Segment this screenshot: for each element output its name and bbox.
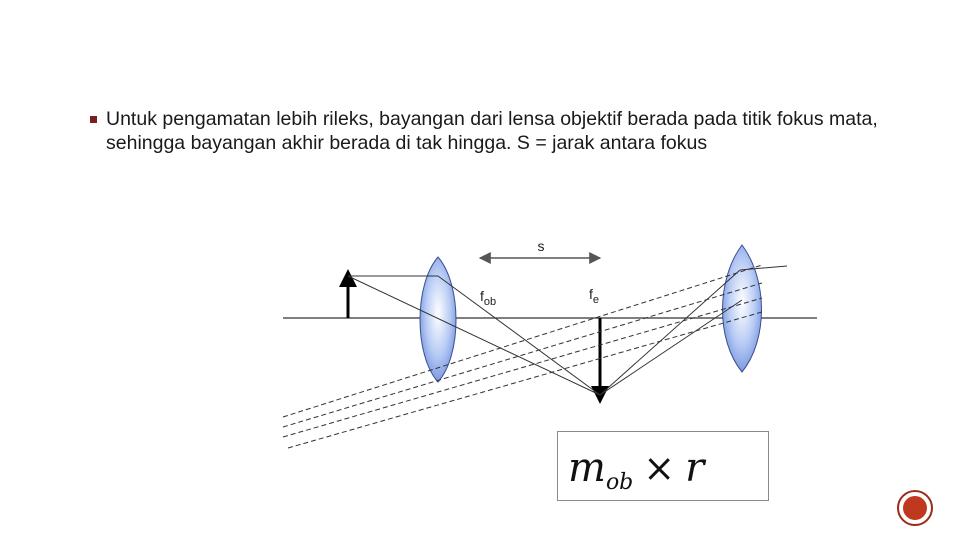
- s-label: s: [537, 238, 545, 254]
- formula-sub: ob: [605, 470, 634, 495]
- objective-rays: [348, 276, 600, 395]
- page-badge: [897, 490, 933, 526]
- fe-label-main: f: [589, 286, 593, 302]
- fe-label: [589, 286, 599, 306]
- magnification-formula-box: [557, 431, 769, 501]
- formula-tail: r: [685, 445, 705, 491]
- bullet-text: Untuk pengamatan lebih rileks, bayangan dari lensa objektif berada pada titik fokus mata, sehingga bayangan akhir berada di tak hingga. S = jarak antara fokus: [106, 108, 878, 154]
- fob-label-sub: ob: [483, 296, 497, 308]
- formula-m: m: [568, 445, 606, 491]
- fob-label-main: f: [480, 288, 484, 304]
- magnification-formula: [568, 446, 704, 501]
- fe-label-sub: e: [592, 294, 600, 306]
- page-badge-dot: [903, 496, 927, 520]
- fob-label: [480, 288, 496, 308]
- dashed-parallel-rays: [283, 265, 762, 448]
- eyepiece-lens: [723, 245, 762, 372]
- formula-operator: ×: [643, 446, 676, 490]
